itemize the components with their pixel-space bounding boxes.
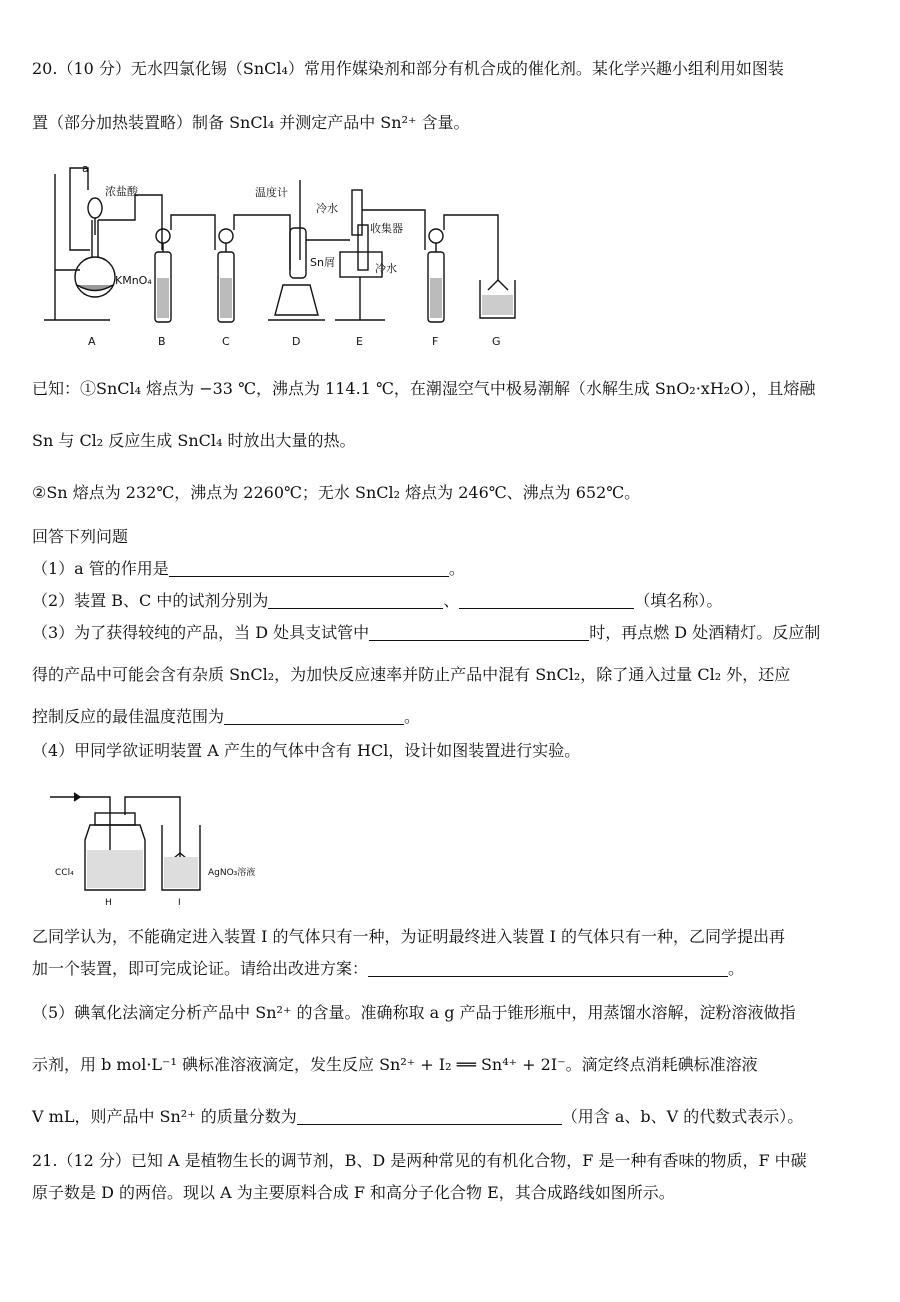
label-E: E: [356, 335, 363, 348]
part-5a: （5）碘氧化法滴定分析产品中 Sn²⁺ 的含量。准确称取 a g 产品于锥形瓶中，用蒸馏水溶解，淀粉溶液做指: [32, 1003, 796, 1022]
label-H: H: [105, 898, 112, 908]
label-C: C: [222, 335, 230, 348]
label-A: A: [88, 335, 96, 348]
q21-line2: 原子数是 D 的两倍。现以 A 为主要原料合成 F 和高分子化合物 E，其合成路线如图所示。: [32, 1183, 675, 1202]
answer-blank-3a[interactable]: [369, 624, 589, 641]
answer-blank-2a[interactable]: [268, 592, 443, 609]
label-agno3: AgNO₃溶液: [208, 868, 256, 878]
answer-blank-5[interactable]: [297, 1108, 562, 1125]
label-thermometer: 温度计: [255, 186, 288, 199]
label-G: G: [492, 335, 501, 348]
label-coldwater-1: 冷水: [316, 202, 338, 215]
label-B: B: [158, 335, 166, 348]
hcl-test-figure: [50, 785, 280, 910]
known-2: ②Sn 熔点为 232℃，沸点为 2260℃；无水 SnCl₂ 熔点为 246℃、沸点为 652℃。: [32, 483, 641, 502]
part-4b: 乙同学认为，不能确定进入装置 I 的气体只有一种，为证明最终进入装置 I 的气体只有一种，乙同学提出再: [32, 927, 785, 946]
part-3a: （3）为了获得较纯的产品，当 D 处具支试管中 时，再点燃 D 处酒精灯。反应制: [32, 623, 821, 642]
part-4c: 加一个装置，即可完成论证。请给出改进方案： 。: [32, 959, 745, 978]
apparatus-figure: [40, 160, 520, 350]
part-5c: V mL，则产品中 Sn²⁺ 的质量分数为 （用含 a、b、V 的代数式表示）。: [32, 1107, 804, 1126]
answer-blank-3c[interactable]: [224, 708, 404, 725]
label-I: I: [178, 898, 181, 908]
q20-line2: 置（部分加热装置略）制备 SnCl₄ 并测定产品中 Sn²⁺ 含量。: [32, 113, 470, 132]
label-coldwater-2: 冷水: [375, 262, 397, 275]
label-collector: 收集器: [370, 222, 403, 235]
label-kmno4: KMnO₄: [115, 274, 152, 287]
answer-intro: 回答下列问题: [32, 527, 129, 546]
part-4: （4）甲同学欲证明装置 A 产生的气体中含有 HCl，设计如图装置进行实验。: [32, 741, 581, 760]
part-1: （1）a 管的作用是 。: [32, 559, 465, 578]
part-3c: 控制反应的最佳温度范围为 。: [32, 707, 421, 726]
known-1b: Sn 与 Cl₂ 反应生成 SnCl₄ 时放出大量的热。: [32, 431, 356, 450]
answer-blank-4[interactable]: [368, 960, 728, 977]
known-1a: 已知：①SnCl₄ 熔点为 −33 ℃，沸点为 114.1 ℃，在潮湿空气中极易潮解（水解生成 SnO₂·xH₂O），且熔融: [32, 379, 816, 398]
part-3b: 得的产品中可能会含有杂质 SnCl₂，为加快反应速率并防止产品中混有 SnCl₂，除了通入过量 Cl₂ 外，还应: [32, 665, 791, 684]
label-hcl: 浓盐酸: [105, 185, 138, 198]
answer-blank-1[interactable]: [169, 560, 449, 577]
answer-blank-2b[interactable]: [459, 592, 634, 609]
label-sn: Sn屑: [310, 256, 335, 269]
label-D: D: [292, 335, 301, 348]
part-2: （2）装置 B、C 中的试剂分别为 、 （填名称）。: [32, 591, 723, 610]
label-a: a: [82, 162, 89, 175]
label-ccl4: CCl₄: [55, 868, 74, 878]
q21-line1: 21.（12 分）已知 A 是植物生长的调节剂，B、D 是两种常见的有机化合物，F 是一种有香味的物质，F 中碳: [32, 1151, 807, 1170]
part-5b: 示剂，用 b mol·L⁻¹ 碘标准溶液滴定，发生反应 Sn²⁺ + I₂ ══ Sn⁴⁺ + 2I⁻。滴定终点消耗碘标准溶液: [32, 1055, 758, 1074]
q20-line1: 20.（10 分）无水四氯化锡（SnCl₄）常用作媒染剂和部分有机合成的催化剂。某化学兴趣小组利用如图装: [32, 59, 784, 78]
label-F: F: [432, 335, 439, 348]
